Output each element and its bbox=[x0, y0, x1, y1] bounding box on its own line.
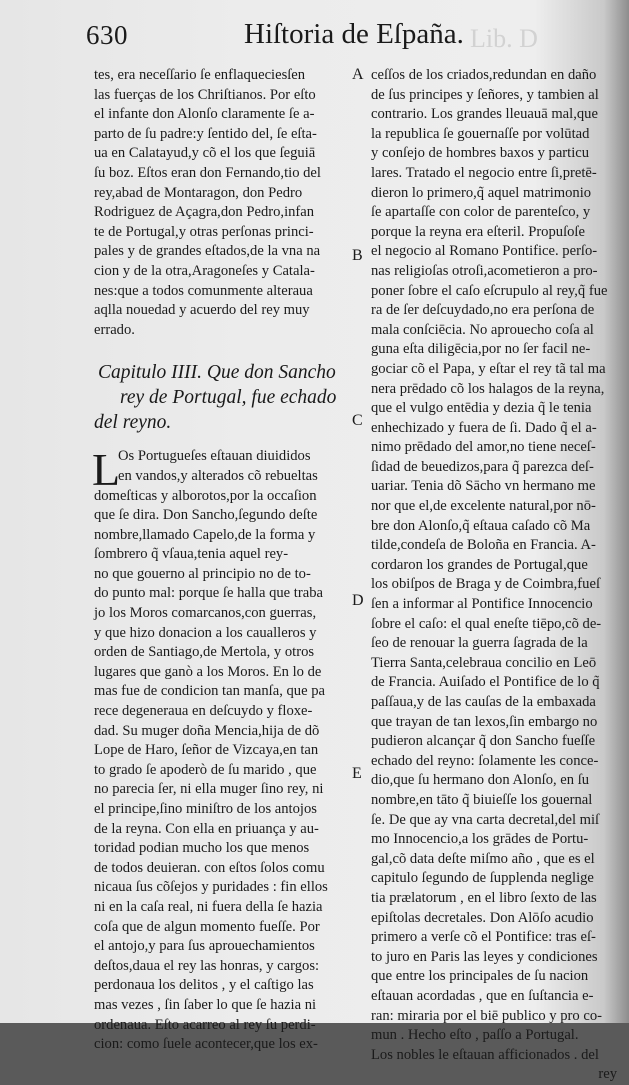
right-line: mo Innocencio,a los grādes de Portu- bbox=[371, 831, 589, 848]
left-line: aqlla nouedad y acuerdo del rey muy bbox=[94, 302, 310, 319]
left-line: ſu boz. Eſtos eran don Fernando,tio del bbox=[94, 164, 321, 181]
left-line: nombre,llamado Capelo,de la forma y bbox=[94, 526, 316, 543]
running-head: Hiſtoria de Eſpaña. bbox=[244, 18, 464, 50]
left-line: rece degeneraua en deſcuydo y floxe- bbox=[94, 703, 313, 720]
left-line: de todos deuieran. con eſtos ſolos comu bbox=[94, 859, 325, 876]
right-line: mala conſciēcia. No aprouecho coſa al bbox=[371, 321, 594, 338]
right-line: de Francia. Auiſado el Pontifice de lo q̃ bbox=[371, 674, 600, 691]
show-through-text: Lib. D bbox=[470, 24, 538, 53]
right-line: nimo prēdado del amor,no tiene neceſ- bbox=[371, 439, 596, 456]
right-line: echado del reyno: ſolamente les conce- bbox=[371, 752, 599, 769]
margin-letter-e: E bbox=[352, 765, 362, 782]
right-line: ſeo de renouar la guerra ſagrada de la bbox=[371, 635, 588, 652]
margin-letter-d: D bbox=[352, 592, 364, 609]
left-line: el principe,ſino miniſtro de los antojos bbox=[94, 801, 317, 817]
right-line: capitulo ſegundo de ſupplenda neglige bbox=[371, 870, 594, 887]
left-line: tes, era neceſſario ſe enflaqueciesſen bbox=[94, 67, 306, 83]
right-line: dieron lo primero,q̃ aquel matrimonio bbox=[371, 184, 592, 201]
left-line: no parecia ſer, ni ella muger ſino rey, ni bbox=[94, 781, 324, 798]
right-line: ſe. De que ay vna carta decretal,del miſ bbox=[371, 811, 600, 828]
right-line: de ſus principes y ſeñores, y tambien al bbox=[371, 86, 599, 103]
left-line: cion y de la otra,Aragoneſes y Catala- bbox=[94, 262, 315, 279]
right-line: que el vulgo entēdia y dezia q̃ le tenia bbox=[371, 400, 592, 417]
right-line: epiſtolas decretales. Don Alōſo acudio bbox=[371, 909, 594, 926]
right-line: ceſſos de los criados,redundan en daño bbox=[371, 67, 597, 83]
right-line: tia prælatorum , en el libro ſexto de las bbox=[371, 889, 597, 906]
right-line: que entre los principales de ſu nacion bbox=[371, 968, 589, 985]
left-line: ni en la caſa real, ni fuera della ſe hazia bbox=[94, 898, 323, 915]
left-line: jo los Moros comarcanos,con guerras, bbox=[94, 605, 317, 622]
left-line: que ſe dira. Don Sancho,ſegundo deſte bbox=[94, 507, 318, 524]
right-line: la republica ſe gouernaſſe por volūtad bbox=[371, 125, 590, 142]
right-line: enhechizado y fuera de ſi. Dado q̃ el a- bbox=[371, 419, 597, 436]
left-line: orden de Santiago,de Mertola, y otros bbox=[94, 644, 315, 661]
left-line: en vandos,y alterados cõ rebueltas bbox=[118, 467, 318, 484]
page-number: 630 bbox=[86, 20, 128, 50]
right-line: uariar. Tenia dõ Sācho vn hermano me bbox=[371, 478, 596, 495]
right-line: mun . Hecho eſto , paſſo a Portugal. bbox=[371, 1027, 579, 1044]
left-line: dad. Su muger doña Mencia,hija de dõ bbox=[94, 722, 320, 739]
left-line: ua en Calatayud,y cõ el los que ſeguiā bbox=[94, 145, 316, 162]
left-line: las fuerças de los Chriſtianos. Por eſto bbox=[94, 86, 316, 103]
left-line: Rodriguez de Açagra,don Pedro,infan bbox=[94, 204, 315, 221]
left-line: mas vezes , ſin ſaber lo que ſe hazia ni bbox=[94, 996, 317, 1013]
left-line: pales y de grandes eſtados,de la vna na bbox=[94, 243, 321, 260]
left-line: y que hizo donacion a los caualleros y bbox=[94, 624, 317, 641]
margin-letter-b: B bbox=[352, 247, 363, 264]
left-line: nicaua ſus cõſejos y puridades : fin ellos bbox=[94, 879, 328, 896]
left-line: el antojo,y para ſus aprouechamientos bbox=[94, 938, 315, 955]
left-line: coſa que de algun momento fueſſe. Por bbox=[94, 918, 320, 935]
right-column bbox=[371, 66, 621, 1085]
right-line: porque la reyna era eſteril. Propuſoſe bbox=[371, 223, 585, 240]
right-line: cordaron los grandes de Portugal,que bbox=[371, 556, 588, 573]
right-line: el negocio al Romano Pontifice. perſo- bbox=[371, 243, 598, 260]
right-line: Los nobles le eſtauan afficionados . del bbox=[371, 1046, 599, 1063]
left-line: nes:que a todos comunmente alteraua bbox=[94, 282, 313, 299]
right-line: ra de ſer deſcuydado,no era perſona de bbox=[371, 302, 595, 319]
right-line: paſſaua,y de las cauſas de la embaxada bbox=[371, 694, 596, 710]
left-line: cion: como ſuele acontecer,que los ex- bbox=[94, 1036, 318, 1053]
chapter-heading-line: Capitulo IIII. Que don Sancho bbox=[98, 362, 336, 384]
left-column bbox=[94, 66, 356, 1055]
left-line: deſtos,daua el rey las honras, y cargos: bbox=[94, 957, 320, 974]
right-line: ſidad de beuedizos,para q̃ parezca deſ- bbox=[371, 458, 594, 475]
right-line: nas religioſas otroſi,acometieron a pro- bbox=[371, 262, 598, 279]
left-line: Os Portugueſes eſtauan diuididos bbox=[118, 448, 311, 465]
right-line: Tierra Santa,celebraua concilio en Leō bbox=[371, 654, 597, 671]
right-line: ſen a informar al Pontifice Innocencio bbox=[371, 596, 593, 613]
right-line: poner ſobre el caſo eſcrupulo al rey,q̃ fue bbox=[371, 282, 608, 299]
left-line: to grado ſe apoderò de ſu marido , que bbox=[94, 761, 317, 778]
chapter-heading-line: del reyno. bbox=[94, 412, 172, 434]
left-line: ſombrero q̃ vſaua,tenia aquel rey- bbox=[94, 546, 289, 563]
left-line: te de Portugal,y otras perſonas princi- bbox=[94, 223, 314, 240]
right-line: pudieron alcançar q̃ don Sancho fueſſe bbox=[371, 733, 596, 750]
right-line: contrario. Los grandes lleuauā mal,que bbox=[371, 106, 598, 123]
left-line: mas fue de condicion tan manſa, que pa bbox=[94, 683, 325, 700]
left-line: perdonaua los delitos , y el caſtigo las bbox=[94, 977, 314, 994]
chapter-heading-line: rey de Portugal, fue echado bbox=[120, 387, 337, 409]
left-line: no que gouerno al principio no de to- bbox=[94, 565, 311, 582]
right-line: bre don Alonſo,q̃ eſtaua caſado cõ Ma bbox=[371, 517, 591, 534]
right-line: ran: miraria por el biē publico y pro co- bbox=[371, 1007, 602, 1024]
left-line: Lope de Haro, ſeñor de Vizcaya,en tan bbox=[94, 742, 319, 759]
right-line: ſobre el caſo: el qual eneſte tiēpo,cõ de- bbox=[371, 615, 602, 632]
right-line: nombre,en tāto q̃ biuieſſe los gouernal bbox=[371, 791, 593, 808]
left-line: rey,abad de Montaragon, don Pedro bbox=[94, 184, 303, 201]
right-line: los obiſpos de Braga y de Coimbra,fueſ bbox=[371, 576, 600, 593]
left-line: errado. bbox=[94, 321, 135, 338]
right-line: gociar cõ el Papa, y eſtar el rey tã tal ma bbox=[371, 360, 606, 377]
right-line: dio,que ſu hermano don Alonſo, en ſu bbox=[371, 772, 590, 789]
chapter-heading bbox=[94, 360, 356, 435]
left-line: toridad podian mucho los que menos bbox=[94, 840, 310, 857]
right-line: ſe apartaſſe con color de parenteſco, y bbox=[371, 204, 591, 221]
left-line: de la reyna. Con ella en priuança y au- bbox=[94, 820, 319, 837]
right-line: guna eſta diligēcia,por no ſer facil ne- bbox=[371, 341, 591, 358]
catchword: rey bbox=[598, 1066, 617, 1083]
right-line: gal,cõ data deſte miſmo año , que es el bbox=[371, 850, 595, 867]
left-line: domeſticas y alborotos,por la occaſion bbox=[94, 487, 317, 504]
left-line: el infante don Alonſo claramente ſe a- bbox=[94, 106, 315, 123]
margin-letter-c: C bbox=[352, 412, 363, 429]
right-line: y conſejo de hombres baxos y particu bbox=[371, 145, 590, 162]
chapter-body bbox=[92, 444, 356, 1054]
right-line: to juro en Paris las leyes y condiciones bbox=[371, 948, 598, 965]
drop-cap: L bbox=[92, 444, 121, 496]
left-line: do punto mal: porque ſe halla que traba bbox=[94, 585, 323, 602]
right-line: nor que el,de excelente natural,por nō- bbox=[371, 498, 596, 515]
margin-letter-a: A bbox=[352, 66, 364, 83]
left-line: parto de ſu padre:y ſentido del, ſe eſta- bbox=[94, 125, 317, 142]
left-line: lugares que ganò a los Moros. En lo de bbox=[94, 663, 322, 680]
right-line: primero a verſe cõ el Pontifice: tras eſ- bbox=[371, 929, 596, 946]
right-line: tilde,condeſa de Boloña en Francia. A- bbox=[371, 537, 596, 554]
right-line: que trayan de tan lexos,ſin embargo no bbox=[371, 713, 598, 730]
right-line: lares. Tratado el negocio entre ſi,pretē- bbox=[371, 164, 597, 181]
left-line: ordenaua. Eſto acarreo al rey ſu perdi- bbox=[94, 1016, 316, 1033]
right-line: nera prēdado cõ los halagos de la reyna, bbox=[371, 380, 605, 397]
right-line: eſtauan acordadas , que en ſuſtancia e- bbox=[371, 987, 594, 1004]
